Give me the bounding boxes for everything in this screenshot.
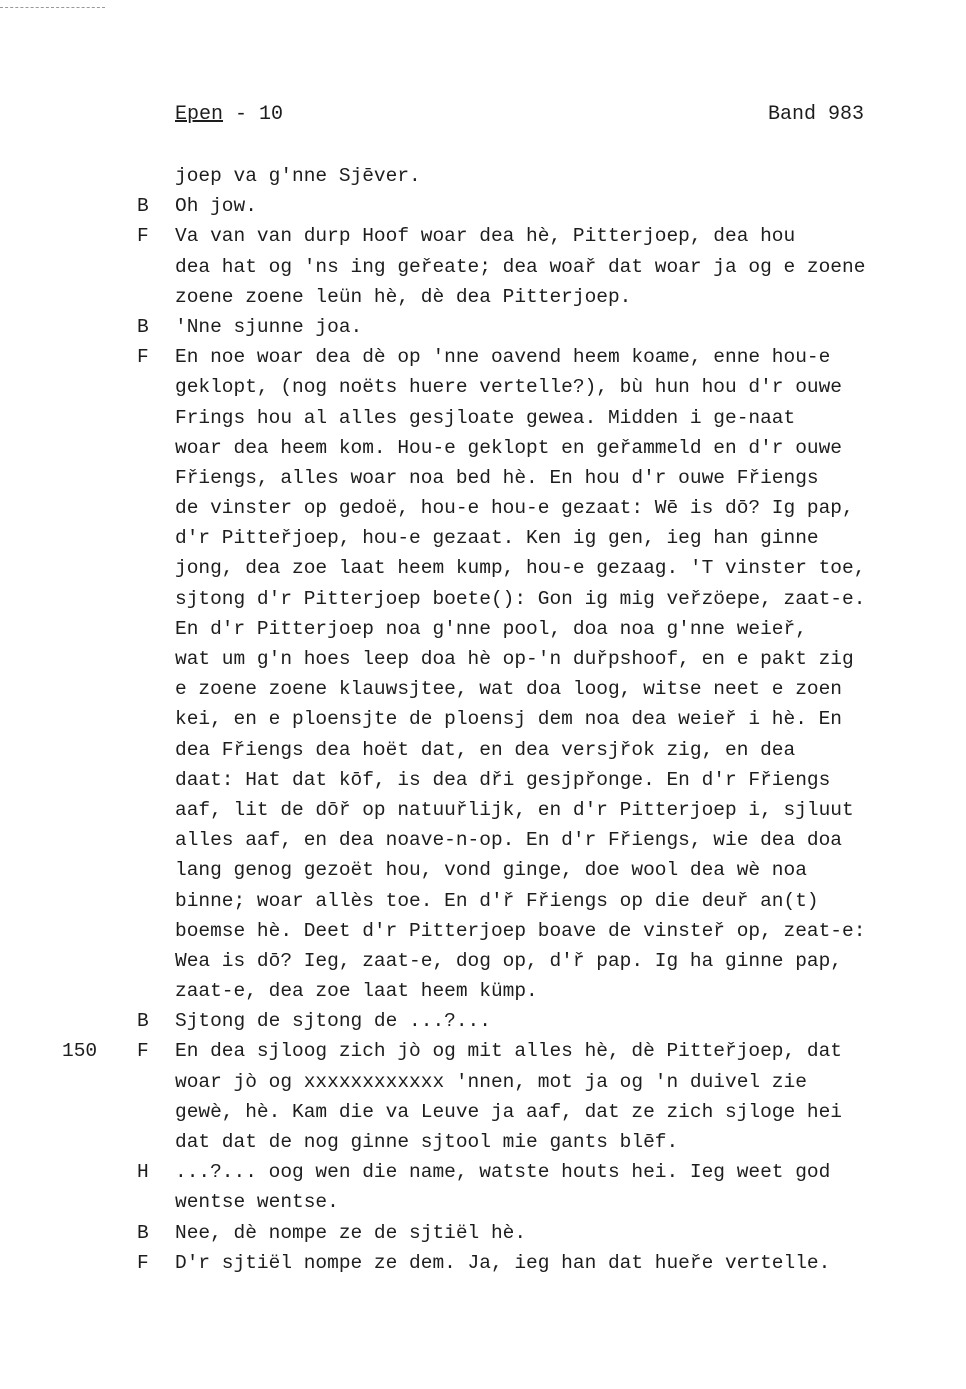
transcript-line: [0, 735, 966, 765]
line-text: sjtong d'r Pitterjoep boete(): Gon ig mig veřzöepe, zaat-e.: [175, 587, 866, 610]
line-number: 150: [62, 1040, 98, 1063]
transcript-line: [0, 584, 966, 614]
transcript-line: [0, 825, 966, 855]
speaker-label: B: [137, 315, 149, 338]
transcript-line: [0, 644, 966, 674]
band-label: Band 983: [768, 103, 865, 126]
top-rule: [0, 7, 105, 8]
line-text: zoene zoene leün hè, dè dea Pitterjoep.: [175, 285, 632, 308]
line-text: ...?... oog wen die name, watste houts hei. Ieg weet god: [175, 1161, 831, 1184]
transcript-line: [0, 342, 966, 372]
line-text: Sjtong de sjtong de ...?...: [175, 1010, 491, 1033]
transcript-line: [0, 463, 966, 493]
transcript-line: [0, 493, 966, 523]
line-text: D'r sjtiël nompe ze dem. Ja, ieg han dat hueře vertelle.: [175, 1251, 831, 1274]
line-text: En noe woar dea dè op 'nne oavend heem koame, enne hou-e: [175, 346, 831, 369]
transcript-line: [0, 1127, 966, 1157]
speaker-label: B: [137, 1221, 149, 1244]
transcript-line: [0, 523, 966, 553]
line-text: gewè, hè. Kam die va Leuve ja aaf, dat ze zich sjloge hei: [175, 1100, 843, 1123]
line-text: boemse hè. Deet d'r Pitterjoep boave de vinsteř op, zeat-e:: [175, 919, 866, 942]
transcript-line: [0, 282, 966, 312]
line-text: geklopt, (nog noëts huere vertelle?), bù hun hou d'r ouwe: [175, 376, 843, 399]
document-title: Epen: [175, 103, 224, 126]
transcript-line: [0, 191, 966, 221]
transcript-line: [0, 252, 966, 282]
transcript-line: [0, 795, 966, 825]
speaker-label: F: [137, 1040, 149, 1063]
transcript-line: [0, 553, 966, 583]
speaker-label: F: [137, 346, 149, 369]
line-text: Frings hou al alles gesjloate gewea. Midden i ge-naat: [175, 406, 796, 429]
line-text: Oh jow.: [175, 195, 257, 218]
transcript-line: [0, 916, 966, 946]
line-text: binne; woar allès toe. En d'ř Fřiengs op die deuř an(t): [175, 889, 819, 912]
line-text: dea hat og 'ns ing geřeate; dea woař dat woar ja og e zoene: [175, 255, 866, 278]
transcript-line: [0, 1218, 966, 1248]
transcript-line: [0, 674, 966, 704]
transcript-line: [0, 1097, 966, 1127]
transcript-line: [0, 1157, 966, 1187]
line-text: kei, en e ploensjte de ploensj dem noa dea weieř i hè. En: [175, 708, 843, 731]
line-text: e zoene zoene klauwsjtee, wat doa loog, witse neet e zoen: [175, 678, 843, 701]
speaker-label: B: [137, 1010, 149, 1033]
line-text: woar dea heem kom. Hou-e geklopt en geřammeld en d'r ouwe: [175, 436, 843, 459]
line-text: dea Fřiengs dea hoët dat, en dea versjřok zig, en dea: [175, 738, 796, 761]
line-text: 'Nne sjunne joa.: [175, 315, 363, 338]
line-text: d'r Pitteřjoep, hou-e gezaat. Ken ig gen, ieg han ginne: [175, 527, 819, 550]
line-text: Nee, dè nompe ze de sjtiël hè.: [175, 1221, 527, 1244]
transcript-line: [0, 855, 966, 885]
transcript-line: [0, 1248, 966, 1278]
line-text: aaf, lit de dōř op natuuřlijk, en d'r Pitterjoep i, sjluut: [175, 798, 854, 821]
page-number: 10: [259, 103, 284, 126]
transcript-line: [0, 1067, 966, 1097]
transcript-line: [0, 433, 966, 463]
line-text: lang genog gezoët hou, vond ginge, doe wool dea wè noa: [175, 859, 807, 882]
transcript-line: [0, 976, 966, 1006]
line-text: jong, dea zoe laat heem kump, hou-e gezaag. 'T vinster toe,: [175, 557, 866, 580]
line-text: Wea is dō? Ieg, zaat-e, dog op, d'ř pap. Ig ha ginne pap,: [175, 949, 843, 972]
transcript-line: [0, 1006, 966, 1036]
line-text: alles aaf, en dea noave-n-op. En d'r Fřiengs, wie dea doa: [175, 829, 843, 852]
speaker-label: H: [137, 1161, 149, 1184]
header-separator: -: [223, 103, 260, 126]
line-text: dat dat de nog ginne sjtool mie gants blēf.: [175, 1131, 679, 1153]
speaker-label: B: [137, 195, 149, 218]
transcript-line: [0, 946, 966, 976]
transcript-line: [0, 704, 966, 734]
transcript-line: [0, 403, 966, 433]
transcript-line: [0, 161, 966, 191]
line-text: joep va g'nne Sjēver.: [175, 165, 421, 187]
line-text: En dea sjloog zich jò og mit alles hè, dè Pitteřjoep, dat: [175, 1040, 843, 1063]
speaker-label: F: [137, 1251, 149, 1274]
line-text: de vinster op gedoë, hou-e hou-e gezaat: Wē is dō? Ig pap,: [175, 497, 854, 520]
speaker-label: F: [137, 225, 149, 248]
transcript-line: [0, 312, 966, 342]
line-text: wat um g'n hoes leep doa hè op-'n duřpshoof, en e pakt zig: [175, 648, 854, 670]
page-header-left: [175, 103, 283, 126]
line-text: daat: Hat dat kōf, is dea dři gesjpřonge. En d'r Fřiengs: [175, 768, 831, 791]
transcript-line: [0, 886, 966, 916]
transcript-line: [0, 765, 966, 795]
transcript-line: [0, 1187, 966, 1217]
transcript-body: [0, 161, 966, 1278]
transcript-line: [0, 221, 966, 251]
transcript-line: [0, 1036, 966, 1066]
transcript-line: [0, 372, 966, 402]
line-text: woar jò og xxxxxxxxxxxx 'nnen, mot ja og 'n duivel zie: [175, 1070, 807, 1093]
line-text: Va van van durp Hoof woar dea hè, Pitterjoep, dea hou: [175, 225, 796, 248]
line-text: Fřiengs, alles woar noa bed hè. En hou d'r ouwe Fřiengs: [175, 466, 819, 489]
line-text: En d'r Pitterjoep noa g'nne pool, doa noa g'nne weieř,: [175, 617, 807, 640]
line-text: wentse wentse.: [175, 1191, 339, 1214]
line-text: zaat-e, dea zoe laat heem kümp.: [175, 980, 538, 1003]
transcript-line: [0, 614, 966, 644]
